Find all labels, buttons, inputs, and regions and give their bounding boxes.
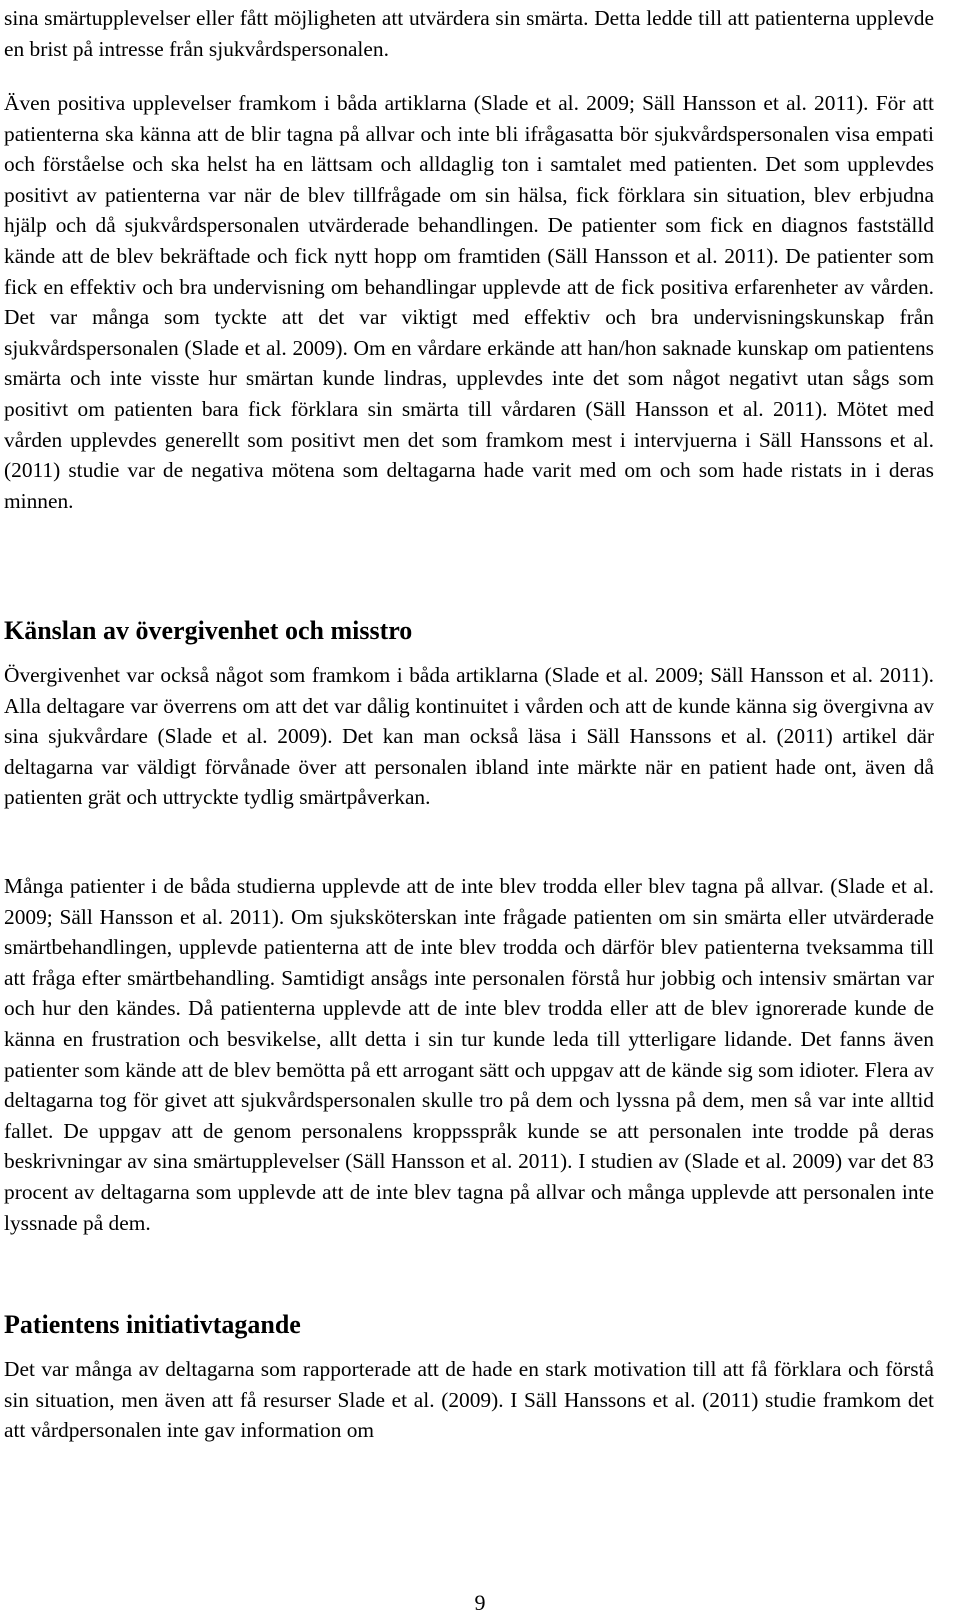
paragraph-positive-experiences: Även positiva upplevelser framkom i båda artiklarna (Slade et al. 2009; Säll Hansson et al. 2011). För att patienterna ska känna att de blir tagna på allvar och inte bli ifrågasatta bör sjukvårdspersonalen visa empati och förståelse och ska helst ha en lättsam och alldaglig ton i samtalet med patienten. Det som upplevdes positivt av patienterna var när de blev tillfrågade om sin hälsa, fick förklara sin situation, blev erbjudna hjälp och då sjukvårdspersonalen utvärderade behandlingen. De patienter som fick en diagnos fastställd kände att de blev bekräftade och fick nytt hopp om framtiden (Säll Hansson et al. 2011). De patienter som fick en effektiv och bra undervisning om behandlingar upplevde att de fick positiva erfarenheter av vården. Det var många som tyckte att det var viktigt med effektiv och bra undervisningskunskap från sjukvårdspersonalen (Slade et al. 2009). Om en vårdare erkände att han/hon saknade kunskap om patientens smärta och inte visste hur smärtan kunde lindras, upplevdes inte det som något negativt utan sågs som positivt om patienten bara fick förklara sin smärta till vårdaren (Säll Hansson et al. 2011). Mötet med vården upplevdes generellt som positivt men det som framkom mest i intervjuerna i Säll Hanssons et al. (2011) studie var de negativa mötena som deltagarna hade varit med om och som hade ristats in i deras minnen. — [4, 91, 934, 513]
page-number: 9 — [474, 1590, 486, 1615]
paragraph-not-believed: Många patienter i de båda studierna upplevde att de inte blev trodda eller blev tagna på allvar. (Slade et al. 2009; Säll Hansson et al. 2011). Om sjuksköterskan inte frågade patienten om sin smärta eller utvärderade smärtbehandlingen, upplevde patienterna att de inte blev trodda och därför blev patienterna tveksamma till att fråga efter smärtbehandling. Samtidigt ansågs inte personalen förstå hur jobbig och intensiv smärtan var och hur den kändes. Då patienterna upplevde att de inte blev trodda eller att de blev ignorerade kunde de känna en frustration och besvikelse, allt detta i sin tur kunde leda till ytterligare lidande. Det fanns även patienter som kände att de blev bemötta på ett arrogant sätt och uppgav att de kände sig som idioter. Flera av deltagarna tog för givet att sjukvårdspersonalen skulle tro på dem och lyssna på dem, men så var inte alltid fallet. De uppgav att de genom personalens kroppsspråk kunde se att personalen inte trodde på deras beskrivningar av sina smärtupplevelser (Säll Hansson et al. 2011). I studien av (Slade et al. 2009) var det 83 procent av deltagarna som upplevde att de inte blev tagna på allvar och många upplevde att personalen inte lyssnade på dem. — [4, 874, 934, 1235]
section-heading-abandonment: Känslan av övergivenhet och misstro — [4, 616, 413, 645]
paragraph-abandonment: Övergivenhet var också något som framkom i båda artiklarna (Slade et al. 2009; Säll Hansson et al. 2011). Alla deltagare var överrens om att det var dålig kontinuitet i vården och att de kunde känna sig övergivna av sina sjukvårdare (Slade et al. 2009). Det kan man också läsa i Säll Hanssons et al. (2011) artikel där deltagarna var väldigt förvånade över att personalen ibland inte märkte när en patient hade ont, även då patienten grät och uttryckte tydlig smärtpåverkan. — [4, 663, 934, 810]
paragraph-continuation: sina smärtupplevelser eller fått möjligheten att utvärdera sin smärta. Detta ledde till att patienterna upplevde en brist på intresse från sjukvårdspersonalen. — [4, 6, 934, 61]
paragraph-initiative: Det var många av deltagarna som rapporterade att de hade en stark motivation till att få förklara och förstå sin situation, men även att få resurser Slade et al. (2009). I Säll Hanssons et al. (2011) studie framkom det att vårdpersonalen inte gav information om — [4, 1357, 934, 1443]
section-heading-initiative: Patientens initiativtagande — [4, 1310, 301, 1339]
